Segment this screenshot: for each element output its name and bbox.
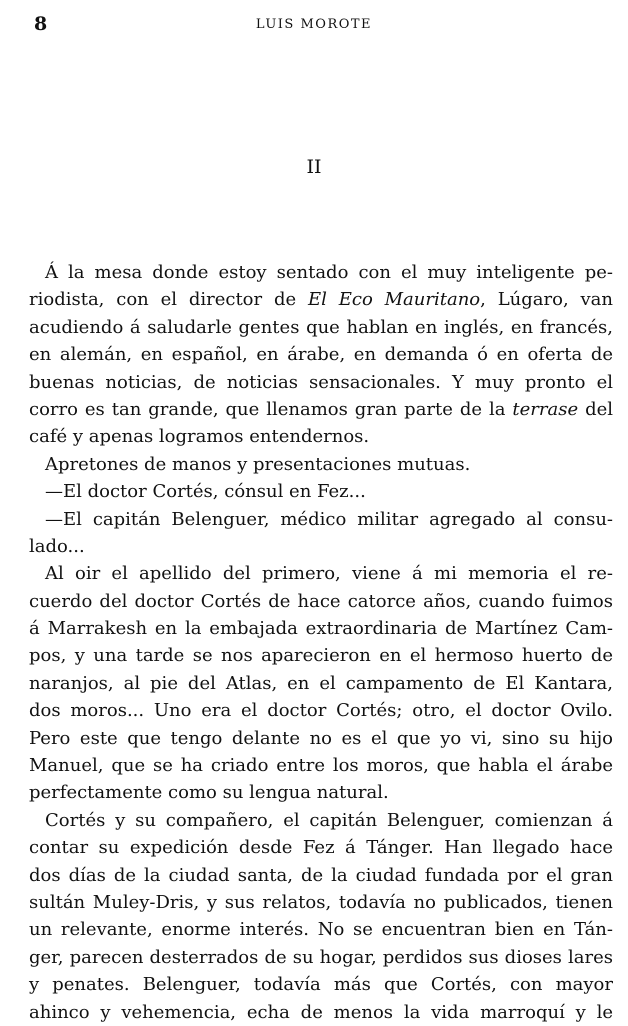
text-line: Á la mesa donde estoy sentado con el muy inteligente pe- (45, 262, 613, 283)
running-title: LUIS MOROTE (255, 17, 373, 32)
text-line: Al oir el apellido del primero, viene á mi memoria el re- (45, 563, 613, 585)
text-line: ahinco y vehemencia, echa de menos la vida marroquí y le (29, 1001, 613, 1023)
text-line: Cortés y su compañero, el capitán Belenguer, comienzan á (45, 809, 613, 831)
text-line: Apretones de manos y presentaciones mutuas. (45, 453, 471, 475)
page-number: 8 (34, 13, 48, 35)
text-line: acudiendo á saludarle gentes que hablan en inglés, en francés, (29, 316, 613, 338)
body-text (29, 259, 613, 1026)
text-line: ger, parecen desterrados de su hogar, perdidos sus dioses lares (29, 946, 613, 968)
text-line: dos moros... Uno era el doctor Cortés; otro, el doctor Ovilo. (29, 700, 613, 722)
text-line: dos días de la ciudad santa, de la ciudad fundada por el gran (29, 864, 613, 886)
text-line: Manuel, que se ha criado entre los moros, que habla el árabe (29, 755, 613, 777)
text-line: perfectamente como su lengua natural. (29, 782, 389, 804)
text-line: buenas noticias, de noticias sensacionales. Y muy pronto el (29, 371, 613, 393)
text-line: y penates. Belenguer, todavía más que Cortés, con mayor (29, 974, 613, 996)
text-line: riodista, con el director de El Eco Mauritano, Lúgaro, van (29, 289, 613, 311)
text-line: corro es tan grande, que llenamos gran parte de la terrase del (29, 398, 614, 420)
chapter-heading: II (306, 156, 322, 178)
text-line: cuerdo del doctor Cortés de hace catorce años, cuando fuimos (29, 590, 613, 612)
text-line: un relevante, enorme interés. No se encuentran bien en Tán- (29, 919, 613, 941)
text-line: naranjos, al pie del Atlas, en el campamento de El Kantara, (29, 672, 613, 694)
newspaper-title: El Eco Mauritano (307, 289, 481, 311)
text-line: pos, y una tarde se nos aparecieron en el hermoso huerto de (29, 645, 613, 667)
text-line: á Marrakesh en la embajada extraordinaria de Martínez Cam- (29, 618, 613, 640)
text-line: Pero este que tengo delante no es el que yo vi, sino su hijo (29, 727, 613, 749)
text-line: —El doctor Cortés, cónsul en Fez... (45, 481, 366, 503)
text-line: sultán Muley-Dris, y sus relatos, todavía no publicados, tienen (29, 891, 613, 913)
text-line: contar su expedición desde Fez á Tánger. Han llegado hace (29, 837, 613, 859)
text-line: —El capitán Belenguer, médico militar agregado al consu- (45, 508, 613, 530)
italic-word: terrase (512, 398, 579, 420)
text-line: en alemán, en español, en árabe, en demanda ó en oferta de (29, 344, 613, 366)
text-line: lado... (29, 535, 85, 557)
text-line: café y apenas logramos entendernos. (29, 426, 370, 448)
